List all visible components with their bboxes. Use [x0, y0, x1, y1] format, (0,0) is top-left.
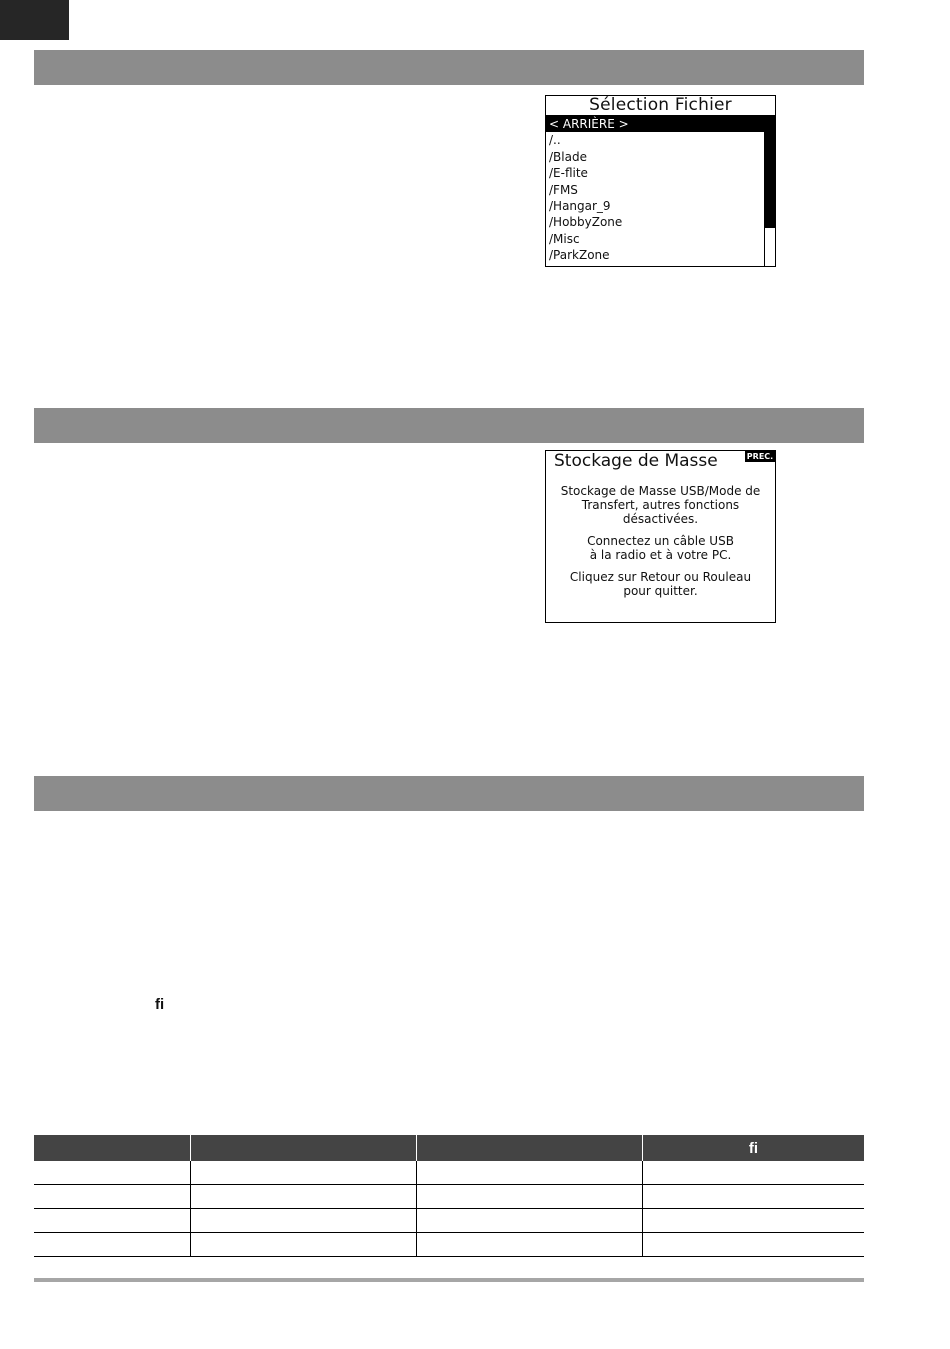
prec-badge[interactable]: PREC.: [746, 452, 774, 461]
mass-storage-paragraph-2: [550, 534, 771, 562]
mass-storage-paragraph-1: [550, 484, 771, 526]
table-header-row: [34, 1135, 864, 1161]
file-list-item[interactable]: /..: [549, 133, 561, 148]
file-list: [546, 116, 766, 264]
table-header-cell: [417, 1135, 643, 1161]
table-cell: [191, 1209, 417, 1233]
table-cell: [643, 1233, 865, 1257]
file-list-item[interactable]: /E-flite: [549, 166, 588, 181]
file-list-scrollbar[interactable]: [764, 116, 775, 266]
file-list-item[interactable]: /ParkZone: [549, 248, 610, 263]
mass-storage-title: Stockage de Masse: [554, 451, 718, 471]
table-cell: [417, 1185, 643, 1209]
table-row: [34, 1233, 864, 1257]
table-cell: [643, 1209, 865, 1233]
table-cell: [191, 1185, 417, 1209]
text-line: désactivées.: [622, 512, 699, 526]
table-cell: [417, 1209, 643, 1233]
text-line: Cliquez sur Retour ou Rouleau: [569, 570, 752, 584]
table-row: [34, 1209, 864, 1233]
table-cell: [417, 1233, 643, 1257]
corner-page-tab: [0, 0, 69, 40]
file-list-item-back[interactable]: < ARRIÈRE >: [546, 116, 767, 132]
mass-storage-paragraph-3: [550, 570, 771, 598]
text-line: Transfert, autres fonctions: [581, 498, 740, 512]
table-cell: [34, 1185, 191, 1209]
table-row: [34, 1161, 864, 1185]
table-cell: [34, 1209, 191, 1233]
footer-rule: [34, 1278, 864, 1282]
table-cell: [191, 1161, 417, 1185]
section-header-bar-1: [34, 50, 864, 85]
file-list-item[interactable]: /Blade: [549, 149, 587, 164]
file-selection-title: Sélection Fichier: [546, 96, 775, 116]
text-line: Connectez un câble USB: [587, 534, 734, 548]
spec-table: [34, 1135, 864, 1257]
mass-storage-screen: [545, 450, 776, 623]
text-line: à la radio et à votre PC.: [589, 548, 732, 562]
table-cell: [34, 1161, 191, 1185]
file-list-item[interactable]: /FMS: [549, 182, 578, 197]
file-list-item[interactable]: /HobbyZone: [549, 215, 623, 230]
section-header-bar-2: [34, 408, 864, 443]
table-cell: [34, 1233, 191, 1257]
text-line: pour quitter.: [623, 584, 698, 598]
table-cell: [417, 1161, 643, 1185]
section-header-bar-3: [34, 776, 864, 811]
file-list-item[interactable]: /Hangar_9: [549, 198, 611, 213]
table-row: [34, 1185, 864, 1209]
table-cell: [643, 1185, 865, 1209]
fi-ligature-glyph: ﬁ: [155, 996, 165, 1013]
table-header-cell: ﬁ: [643, 1135, 865, 1161]
scrollbar-thumb[interactable]: [765, 116, 775, 228]
table-cell: [191, 1233, 417, 1257]
table-header-cell: [191, 1135, 417, 1161]
table-cell: [643, 1161, 865, 1185]
file-selection-screen: [545, 95, 776, 267]
file-list-item[interactable]: /Misc: [549, 231, 580, 246]
text-line: Stockage de Masse USB/Mode de: [560, 484, 761, 498]
table-header-cell: [34, 1135, 191, 1161]
